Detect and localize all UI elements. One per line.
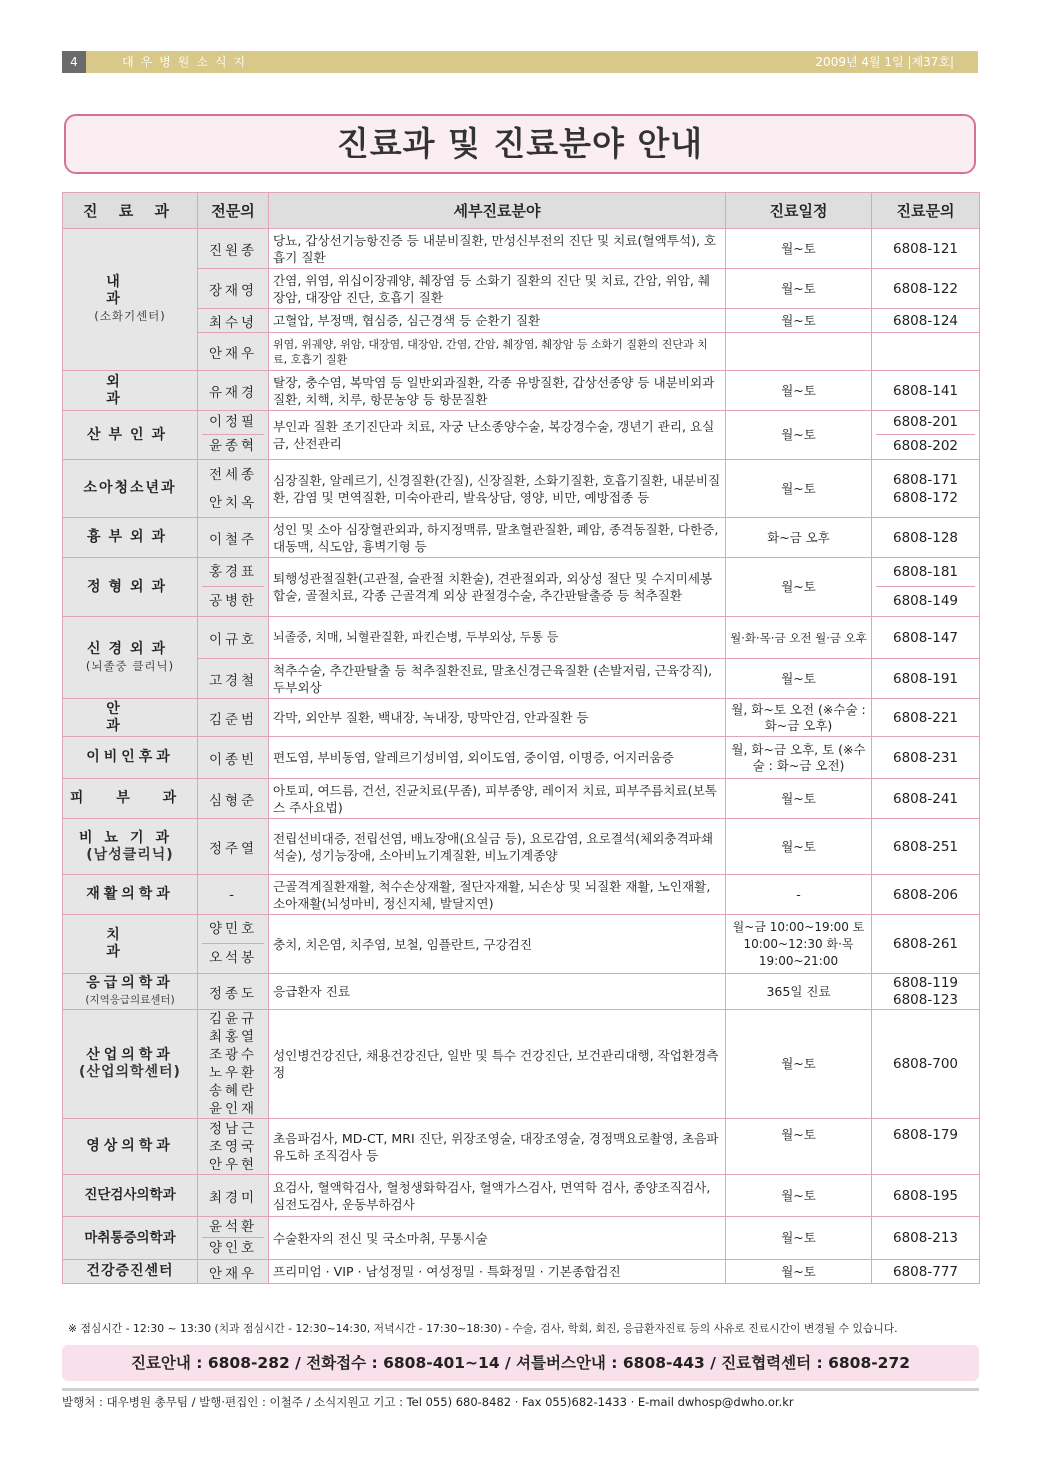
- area-text: 심장질환, 알레르기, 신경질환(간질), 신장질환, 소화기질환, 호흡기질환, 내분비질환, 감염 및 면역질환, 미숙아관리, 발육상담, 영양, 비만, 예방접종 등: [269, 460, 726, 518]
- doctor-cell: [198, 1119, 269, 1175]
- tel: 6808-202: [893, 438, 958, 454]
- dept-name: 진단검사의학과: [63, 1175, 198, 1217]
- doctor-name: 안재우: [198, 333, 269, 371]
- header-bar: [62, 51, 978, 73]
- doctor-cell: [198, 460, 269, 518]
- schedule: 월~토: [726, 779, 872, 819]
- table-row: [63, 1217, 980, 1260]
- header-dept: 진 료 과: [63, 193, 198, 229]
- header-contact: 진료문의: [872, 193, 980, 229]
- dept-name: 신경외과: [86, 640, 174, 657]
- doctor-name: 이철주: [198, 518, 269, 558]
- dept-cell: [63, 974, 198, 1010]
- doctor-name: 장재영: [198, 269, 269, 309]
- table-row: [63, 518, 980, 558]
- tel: 6808-777: [872, 1260, 980, 1284]
- doctor-name: 노우환: [208, 1065, 258, 1081]
- area-text: 응급환자 진료: [269, 974, 726, 1010]
- dept-sub: (소화기센터): [94, 309, 166, 323]
- doctor-name: 최수녕: [198, 309, 269, 333]
- doctor-name: 송혜란: [208, 1083, 258, 1099]
- doctor-cell: [198, 1217, 269, 1260]
- area-text: 탈장, 충수염, 복막염 등 일반외과질환, 각종 유방질환, 갑상선종양 등 내분비외과질환, 치핵, 치루, 항문농양 등 항문질환: [269, 371, 726, 411]
- footer-divider: [62, 1388, 979, 1391]
- dept-name: 외 과: [63, 371, 198, 411]
- dept-sub: (뇌졸중 클리닉): [85, 658, 175, 673]
- tel: 6808-122: [872, 269, 980, 309]
- doctor-name: 이정필: [202, 411, 264, 435]
- schedule: 월~토: [726, 819, 872, 875]
- schedule: -: [726, 875, 872, 915]
- page-number: 4: [62, 51, 86, 73]
- tel: 6808-149: [893, 593, 958, 609]
- schedule: 월~토: [726, 371, 872, 411]
- table-row: [63, 333, 980, 371]
- area-text: 편도염, 부비동염, 알레르기성비염, 외이도염, 중이염, 이명증, 어지러움증: [269, 737, 726, 779]
- dept-name: 안 과: [63, 699, 198, 737]
- area-text: 성인 및 소아 심장혈관외과, 하지정맥류, 말초혈관질환, 폐암, 종격동질환, 다한증, 대동맥, 식도암, 흉벽기형 등: [269, 518, 726, 558]
- doctor-name: 공병한: [208, 593, 258, 609]
- dept-name: 비뇨기과: [78, 829, 182, 846]
- doctor-name: 유재경: [198, 371, 269, 411]
- table-row: [63, 699, 980, 737]
- table-row: [63, 974, 980, 1010]
- doctor-name: 진원종: [198, 229, 269, 269]
- doctor-name: -: [198, 875, 269, 915]
- doctor-cell: [198, 915, 269, 974]
- table-row: [63, 558, 980, 617]
- tel: 6808-201: [876, 411, 975, 435]
- table-row: [63, 269, 980, 309]
- area-text: 초음파검사, MD-CT, MRI 진단, 위장조영술, 대장조영술, 경정맥요로촬영, 초음파유도하 조직검사 등: [269, 1119, 726, 1175]
- table-row: [63, 915, 980, 974]
- tel: 6808-181: [876, 558, 975, 587]
- schedule: 월~토: [726, 460, 872, 518]
- schedule: 월, 화~금 오후, 토 (※수술 : 화~금 오전): [726, 737, 872, 779]
- table-header: [63, 193, 980, 229]
- area-text: 고혈압, 부정맥, 협심증, 심근경색 등 순환기 질환: [269, 309, 726, 333]
- schedule: 월~토: [726, 309, 872, 333]
- area-text: 간염, 위염, 위십이장궤양, 췌장염 등 소화기 질환의 진단 및 치료, 간암, 위암, 췌장암, 대장암 진단, 호흡기 질환: [269, 269, 726, 309]
- doctor-name: 정남근: [208, 1120, 258, 1137]
- tel: 6808-172: [893, 489, 958, 506]
- schedule: [726, 333, 872, 371]
- area-text: 성인병건강진단, 채용건강진단, 일반 및 특수 건강진단, 보건관리대행, 작업환경측정: [269, 1010, 726, 1119]
- tel: 6808-141: [872, 371, 980, 411]
- doctor-name: 홍경표: [202, 558, 264, 587]
- schedule: 월~토: [726, 1260, 872, 1284]
- area-text: 프리미엄 · VIP · 남성정밀 · 여성정밀 · 특화정밀 · 기본종합검진: [269, 1260, 726, 1284]
- schedule: 월~토: [726, 1175, 872, 1217]
- lunch-notice: ※ 점심시간 - 12:30 ~ 13:30 (치과 점심시간 - 12:30~14:30, 저녁시간 - 17:30~18:30) - 수술, 검사, 학회, 회진, 응급환자진료 등의 사유로 진료시간이 변경될 수 있습니다.: [68, 1322, 898, 1335]
- dept-cell: [63, 617, 198, 699]
- schedule: 월~토: [726, 411, 872, 460]
- tel: 6808-121: [872, 229, 980, 269]
- dept-name: 내 과: [106, 274, 154, 307]
- doctor-name: 윤석환: [202, 1217, 264, 1238]
- schedule: 월·화·목·금 오전 월·금 오후: [726, 617, 872, 659]
- tel: 6808-241: [872, 779, 980, 819]
- doctor-name: 고경철: [198, 659, 269, 699]
- dept-name: 영상의학과: [63, 1119, 198, 1175]
- area-text: 충치, 치은염, 치주염, 보철, 임플란트, 구강검진: [269, 915, 726, 974]
- tel: [872, 333, 980, 371]
- schedule: 월~토: [726, 229, 872, 269]
- area-text: 척추수술, 추간판탈출 등 척추질환진료, 말초신경근육질환 (손발저림, 근육강직), 두부외상: [269, 659, 726, 699]
- doctor-cell: [198, 558, 269, 617]
- doctor-name: 오석봉: [208, 950, 258, 966]
- dept-name: 산업의학과: [86, 1047, 174, 1063]
- dept-name: 치 과: [63, 915, 198, 974]
- doctor-name: 최홍열: [208, 1029, 258, 1045]
- tel: 6808-213: [872, 1217, 980, 1260]
- dept-name: 건강증진센터: [63, 1260, 198, 1284]
- tel: 6808-191: [872, 659, 980, 699]
- doctor-name: 조영국: [208, 1138, 258, 1155]
- tel: 6808-147: [872, 617, 980, 659]
- schedule: 월~금 10:00~19:00 토 10:00~12:30 화·목 19:00~21:00: [726, 915, 872, 974]
- doctor-name: 조광수: [208, 1047, 258, 1063]
- area-text: 부인과 질환 조기진단과 치료, 자궁 난소종양수술, 복강경수술, 갱년기 관리, 요실금, 산전관리: [269, 411, 726, 460]
- dept-sub: (지역응급의료센터): [85, 993, 175, 1006]
- tel: 6808-119: [893, 974, 958, 991]
- area-text: 퇴행성관절질환(고관절, 슬관절 치환술), 견관절외과, 외상성 절단 및 수지미세봉합술, 골절치료, 각종 근골격계 외상 관절경수술, 추간판탈출증 등 척추질환: [269, 558, 726, 617]
- schedule: 월~토: [726, 269, 872, 309]
- tel: 6808-261: [872, 915, 980, 974]
- header-doctor: 전문의: [198, 193, 269, 229]
- issue-date: 2009년 4월 1일 |제37호|: [815, 55, 954, 69]
- area-text: 전립선비대증, 전립선염, 배뇨장애(요실금 등), 요로감염, 요로결석(체외충격파쇄석술), 성기능장애, 소아비뇨기계질환, 비뇨기계종양: [269, 819, 726, 875]
- doctor-name: 정종도: [198, 974, 269, 1010]
- doctor-name: 양인호: [208, 1240, 258, 1256]
- department-table: [62, 192, 980, 1284]
- area-text: 뇌졸중, 치매, 뇌혈관질환, 파킨슨병, 두부외상, 두통 등: [269, 617, 726, 659]
- dept-name: 정형외과: [63, 558, 198, 617]
- tel: 6808-179: [872, 1119, 980, 1175]
- dept-name: 재활의학과: [63, 875, 198, 915]
- schedule: 월~토: [726, 1010, 872, 1119]
- tel: 6808-128: [872, 518, 980, 558]
- tel: 6808-123: [893, 991, 958, 1008]
- tel: 6808-171: [893, 471, 958, 488]
- table-row: [63, 875, 980, 915]
- schedule: 365일 진료: [726, 974, 872, 1010]
- area-text: 근골격계질환재활, 척수손상재활, 절단자재활, 뇌손상 및 뇌질환 재활, 노인재활, 소아재활(뇌성마비, 정신지체, 발달지연): [269, 875, 726, 915]
- dept-sub: (산업의학센터): [79, 1064, 181, 1080]
- doctor-name: 이규호: [198, 617, 269, 659]
- schedule: 월~토: [726, 659, 872, 699]
- tel-cell: [872, 974, 980, 1010]
- table-row: [63, 411, 980, 460]
- tel-cell: [872, 460, 980, 518]
- doctor-cell: [198, 1010, 269, 1119]
- tel: 6808-700: [872, 1010, 980, 1119]
- dept-cell: [63, 1010, 198, 1119]
- doctor-name: 양민호: [202, 915, 264, 944]
- table-row: [63, 1119, 980, 1175]
- doctor-name: 이종빈: [198, 737, 269, 779]
- area-text: 위염, 위궤양, 위암, 대장염, 대장암, 간염, 간암, 췌장염, 췌장암 등 소화기 질환의 진단과 치료, 호흡기 질환: [269, 333, 726, 371]
- area-text: 아토피, 여드름, 건선, 진균치료(무좀), 피부종양, 레이저 치료, 피부주름치료(보톡스 주사요법): [269, 779, 726, 819]
- tel: 6808-206: [872, 875, 980, 915]
- dept-name: 마취통증의학과: [63, 1217, 198, 1260]
- table-row: [63, 229, 980, 269]
- doctor-name: 전세종: [208, 466, 258, 483]
- table-row: [63, 617, 980, 659]
- tel-cell: [872, 411, 980, 460]
- tel: 6808-195: [872, 1175, 980, 1217]
- dept-name: 소아청소년과: [63, 460, 198, 518]
- area-text: 수술환자의 전신 및 국소마취, 무통시술: [269, 1217, 726, 1260]
- doctor-name: 안우현: [208, 1156, 258, 1173]
- doctor-cell: [198, 411, 269, 460]
- doctor-name: 윤인재: [208, 1101, 258, 1117]
- doctor-name: 최경미: [198, 1175, 269, 1217]
- area-text: 당뇨, 갑상선기능항진증 등 내분비질환, 만성신부전의 진단 및 치료(혈액투석), 호흡기 질환: [269, 229, 726, 269]
- table-row: [63, 371, 980, 411]
- doctor-name: 윤종혁: [208, 438, 258, 454]
- area-text: 요검사, 혈액학검사, 혈청생화학검사, 혈액가스검사, 면역학 검사, 종양조직검사, 심전도검사, 운동부하검사: [269, 1175, 726, 1217]
- dept-name: 산부인과: [63, 411, 198, 460]
- doctor-name: 안치옥: [208, 494, 258, 511]
- schedule: 월~토: [726, 1119, 872, 1175]
- schedule: 월~토: [726, 558, 872, 617]
- table-row: [63, 460, 980, 518]
- table-row: [63, 819, 980, 875]
- dept-name: 피 부 과: [63, 779, 198, 819]
- publication-name: 대우병원소식지: [122, 55, 253, 69]
- dept-cell: [63, 229, 198, 371]
- table-row: [63, 779, 980, 819]
- dept-sub: (남성클리닉): [86, 846, 174, 863]
- area-text: 각막, 외안부 질환, 백내장, 녹내장, 망막안검, 안과질환 등: [269, 699, 726, 737]
- table-row: [63, 737, 980, 779]
- header-area: 세부진료분야: [269, 193, 726, 229]
- table-row: [63, 1175, 980, 1217]
- doctor-name: 정주열: [198, 819, 269, 875]
- doctor-name: 심형준: [198, 779, 269, 819]
- tel: 6808-231: [872, 737, 980, 779]
- contact-bar: 진료안내 : 6808-282 / 전화접수 : 6808-401~14 / 셔틀버스안내 : 6808-443 / 진료협력센터 : 6808-272: [62, 1345, 979, 1381]
- table-row: [63, 309, 980, 333]
- header-schedule: 진료일정: [726, 193, 872, 229]
- doctor-name: 김윤규: [208, 1011, 258, 1027]
- tel: 6808-124: [872, 309, 980, 333]
- doctor-name: 안재우: [198, 1260, 269, 1284]
- table-row: [63, 659, 980, 699]
- schedule: 월, 화~토 오전 (※수술 : 화~금 오후): [726, 699, 872, 737]
- table-row: [63, 1260, 980, 1284]
- doctor-name: 김준범: [198, 699, 269, 737]
- tel: 6808-251: [872, 819, 980, 875]
- table-row: [63, 1010, 980, 1119]
- dept-name: 응급의학과: [86, 974, 174, 991]
- page-title: 진료과 및 진료분야 안내: [64, 114, 976, 174]
- schedule: 월~토: [726, 1217, 872, 1260]
- dept-cell: [63, 819, 198, 875]
- schedule: 화~금 오후: [726, 518, 872, 558]
- dept-name: 흉부외과: [63, 518, 198, 558]
- dept-name: 이비인후과: [63, 737, 198, 779]
- tel-cell: [872, 558, 980, 617]
- tel: 6808-221: [872, 699, 980, 737]
- publisher-footer: 발행처 : 대우병원 총무팀 / 발행·편집인 : 이철주 / 소식지원고 기고 : Tel 055) 680-8482 · Fax 055)682-1433 · E-mail dwhosp@dwho.or.kr: [62, 1395, 794, 1409]
